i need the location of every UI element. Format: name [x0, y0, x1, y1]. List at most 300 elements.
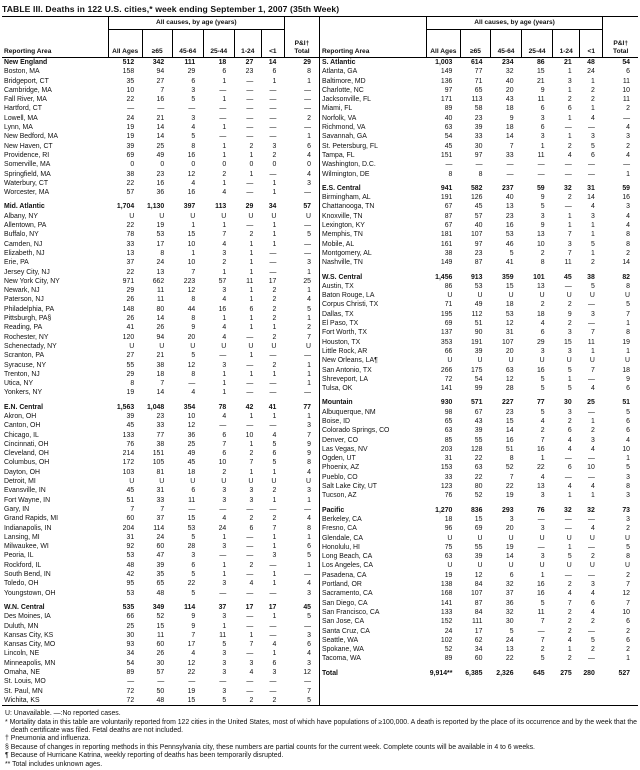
value-cell: — [269, 249, 277, 257]
table-row [320, 506, 638, 515]
value-cell: — [564, 282, 572, 290]
table-row [320, 282, 638, 291]
value-cell: 3 [540, 212, 545, 220]
table-row [2, 221, 320, 230]
value-cell: 76 [444, 492, 453, 500]
reporting-area-cell: Spokane, WA [322, 646, 364, 654]
value-cell: 14 [156, 133, 165, 141]
value-cell: 1 [567, 492, 572, 500]
group-header: All causes, by age (years) [108, 17, 284, 30]
value-cell: 53 [126, 589, 135, 597]
value-cell: 8 [448, 170, 453, 178]
value-cell: 1 [249, 631, 254, 639]
table-row [2, 589, 320, 598]
value-cell: 6 [509, 571, 514, 579]
value-cell: 1 [249, 259, 254, 267]
table-row [320, 589, 638, 598]
value-cell: 4 [626, 151, 630, 159]
value-cell: 18 [505, 105, 514, 113]
table-row [320, 627, 638, 636]
value-cell: 19 [126, 133, 135, 141]
reporting-area-cell: Grand Rapids, MI [4, 515, 58, 523]
value-cell: 39 [474, 347, 483, 355]
reporting-area-cell: Cambridge, MA [4, 86, 52, 94]
value-cell: 69 [444, 320, 453, 328]
value-cell: 645 [533, 669, 545, 677]
table-row [2, 240, 320, 249]
value-cell: U [539, 562, 545, 570]
value-cell: — [587, 124, 595, 132]
value-cell: 7 [307, 333, 311, 341]
value-cell: 84 [474, 581, 483, 589]
reporting-area-cell: Toledo, OH [4, 580, 39, 588]
reporting-area-cell: Rochester, NY [4, 333, 49, 341]
reporting-area-cell: Corpus Christi, TX [322, 301, 379, 309]
table-row [320, 408, 638, 417]
value-cell: 6 [222, 431, 227, 439]
table-row [2, 542, 320, 551]
value-cell: 10 [187, 240, 196, 248]
value-cell: 90 [474, 329, 483, 337]
table-row [320, 515, 638, 524]
value-cell: 12 [187, 659, 196, 667]
value-cell: 2 [626, 142, 630, 150]
value-cell: 10 [622, 445, 630, 453]
value-cell: 2 [567, 194, 572, 202]
value-cell: 9 [540, 194, 545, 202]
value-cell: 1 [249, 151, 254, 159]
value-cell: 2 [591, 553, 595, 561]
value-cell: 52 [444, 646, 453, 654]
value-cell: U [566, 357, 572, 365]
value-cell: 37 [218, 603, 227, 611]
value-cell: 21 [156, 114, 165, 122]
value-cell: 4 [540, 417, 545, 425]
value-cell: U [129, 342, 135, 350]
value-cell: 2 [222, 170, 227, 178]
value-cell: 18 [444, 515, 453, 523]
value-cell: 1 [567, 86, 572, 94]
value-cell: 5 [272, 459, 277, 467]
value-cell: 7 [307, 687, 311, 695]
value-cell: 3 [591, 310, 595, 318]
value-cell: 26 [156, 650, 165, 658]
value-cell: 5 [591, 282, 595, 290]
value-cell: 37 [156, 515, 165, 523]
reporting-area-cell: Atlanta, GA [322, 68, 358, 76]
table-row [2, 431, 320, 440]
value-cell: — [127, 105, 135, 113]
value-cell: 3 [567, 240, 572, 248]
value-cell: 3 [509, 515, 514, 523]
value-cell: 6 [307, 641, 311, 649]
value-cell: 15 [187, 696, 196, 704]
value-cell: 535 [122, 603, 135, 611]
reporting-area-cell: Birmingham, AL [322, 194, 371, 202]
value-cell: 6 [540, 105, 545, 113]
table-row [320, 384, 638, 393]
value-cell: 29 [187, 68, 196, 76]
value-cell: 2 [540, 427, 545, 435]
value-cell: U [589, 562, 595, 570]
value-cell: 20 [505, 347, 514, 355]
table-row [320, 95, 638, 104]
value-cell: 266 [440, 366, 453, 374]
value-cell: 57 [474, 212, 483, 220]
value-cell: 2 [272, 287, 277, 295]
reporting-area-cell: Erie, PA [4, 259, 29, 267]
value-cell: 13 [126, 249, 135, 257]
value-cell: 6 [540, 329, 545, 337]
value-cell: — [246, 678, 254, 686]
value-cell: 63 [505, 366, 514, 374]
value-cell: — [587, 627, 595, 635]
value-cell: 19 [126, 389, 135, 397]
table-row [320, 356, 638, 365]
value-cell: 48 [156, 589, 165, 597]
value-cell: 16 [622, 194, 630, 202]
value-cell: — [269, 124, 277, 132]
value-cell: 1 [222, 96, 227, 104]
reporting-area-cell: Tucson, AZ [322, 492, 357, 500]
value-cell: 4 [567, 590, 572, 598]
value-cell: 149 [440, 259, 453, 267]
value-cell: 4 [249, 580, 254, 588]
table-row [320, 445, 638, 454]
value-cell: 1 [567, 212, 572, 220]
table-row [320, 482, 638, 491]
value-cell: 6 [249, 524, 254, 532]
value-cell: 16 [505, 222, 514, 230]
value-cell: 1,048 [146, 403, 165, 411]
footnote: U: Unavailable. —:No reported cases. [5, 710, 121, 718]
value-cell: 4 [222, 189, 227, 197]
value-cell: 3 [249, 659, 254, 667]
reporting-area-cell: Camden, NJ [4, 240, 43, 248]
value-cell: 105 [152, 459, 165, 467]
table-row [2, 95, 320, 104]
reporting-area-cell: Tacoma, WA [322, 655, 361, 663]
value-cell: 2 [249, 142, 254, 150]
value-cell: 1 [222, 77, 227, 85]
value-cell: 1 [222, 268, 227, 276]
value-cell: — [623, 114, 630, 122]
value-cell: 4 [591, 385, 595, 393]
value-cell: 75 [444, 543, 453, 551]
value-cell: 14 [587, 194, 595, 202]
reporting-area-cell: Indianapolis, IN [4, 524, 52, 532]
table-row [320, 221, 638, 230]
value-cell: 22 [505, 483, 514, 491]
reporting-area-cell: Pacific [322, 506, 345, 514]
reporting-area-cell: Albuquerque, NM [322, 408, 376, 416]
value-cell: 1 [249, 315, 254, 323]
table-row [2, 622, 320, 631]
value-cell: 1 [567, 68, 572, 76]
value-cell: 9,914** [429, 669, 453, 677]
value-cell: 14 [505, 133, 514, 141]
value-cell: — [188, 105, 196, 113]
value-cell: — [246, 133, 254, 141]
value-cell: — [304, 86, 311, 94]
value-cell: 3 [540, 133, 545, 141]
reporting-area-cell: Columbus, OH [4, 459, 50, 467]
value-cell: — [246, 687, 254, 695]
value-cell: U [221, 342, 227, 350]
reporting-area-cell: Tulsa, OK [322, 385, 353, 393]
value-cell: U [477, 292, 483, 300]
column-header-1-24: 1-24 [553, 30, 580, 58]
value-cell: 21 [156, 352, 165, 360]
reporting-area-cell: Knoxville, TN [322, 212, 363, 220]
value-cell: 4 [567, 483, 572, 491]
value-cell: 1 [249, 468, 254, 476]
value-cell: 3 [626, 492, 630, 500]
value-cell: 2 [272, 696, 277, 704]
value-cell: — [246, 222, 254, 230]
value-cell: — [587, 571, 595, 579]
value-cell: 1 [307, 412, 311, 420]
value-cell: 2 [272, 315, 277, 323]
value-cell: 41 [126, 324, 135, 332]
reporting-area-cell: Nashville, TN [322, 259, 363, 267]
reporting-area-cell: Kansas City, KS [4, 631, 54, 639]
value-cell: 96 [444, 525, 453, 533]
value-cell: 2 [626, 627, 630, 635]
value-cell: 39 [156, 561, 165, 569]
value-cell: 62 [474, 636, 483, 644]
table-row [320, 300, 638, 309]
value-cell: — [269, 380, 277, 388]
reporting-area-cell: Dayton, OH [4, 468, 40, 476]
left-table-body [2, 58, 320, 706]
value-cell: 12 [187, 170, 196, 178]
value-cell: 0 [307, 161, 311, 169]
table-row [320, 77, 638, 86]
value-cell: — [246, 77, 254, 85]
value-cell: 40 [474, 222, 483, 230]
reporting-area-cell: St. Paul, MN [4, 687, 43, 695]
value-cell: 45 [474, 203, 483, 211]
value-cell: U [477, 357, 483, 365]
value-cell: — [564, 170, 572, 178]
value-cell: 12 [187, 422, 196, 430]
value-cell: 59 [622, 184, 630, 192]
value-cell: 23 [156, 412, 165, 420]
value-cell: 9 [626, 375, 630, 383]
value-cell: 50 [156, 687, 165, 695]
value-cell: 2 [272, 361, 277, 369]
table-row [2, 202, 320, 211]
value-cell: 3 [222, 650, 227, 658]
reporting-area-cell: Lincoln, NE [4, 650, 40, 658]
value-cell: 4 [591, 525, 595, 533]
value-cell: 43 [505, 96, 514, 104]
reporting-area-cell: Elizabeth, NJ [4, 249, 45, 257]
value-cell: 12 [505, 375, 514, 383]
value-cell: 1 [567, 133, 572, 141]
value-cell: — [304, 678, 311, 686]
value-cell: 9 [567, 310, 572, 318]
value-cell: 5 [540, 203, 545, 211]
value-cell: 8 [191, 315, 196, 323]
value-cell: 1 [272, 412, 277, 420]
table-row [2, 179, 320, 188]
value-cell: 359 [502, 273, 514, 281]
value-cell: 4 [540, 320, 545, 328]
table-row [320, 142, 638, 151]
value-cell: 1 [272, 468, 277, 476]
value-cell: 3 [540, 553, 545, 561]
value-cell: 2 [591, 646, 595, 654]
value-cell: 22 [187, 669, 196, 676]
value-cell: 65 [444, 417, 453, 425]
value-cell: — [587, 375, 595, 383]
value-cell: U [306, 212, 311, 220]
value-cell: — [219, 552, 227, 560]
value-cell: 6 [567, 427, 572, 435]
value-cell: 95 [126, 580, 135, 588]
reporting-area-cell: Schenectady, NY [4, 342, 57, 350]
value-cell: 662 [152, 277, 165, 285]
value-cell: 1 [222, 370, 227, 378]
value-cell: 38 [126, 170, 135, 178]
value-cell: 15 [187, 515, 196, 523]
reporting-area-cell: Fall River, MA [4, 96, 47, 104]
value-cell: — [127, 678, 135, 686]
value-cell: U [447, 562, 453, 570]
value-cell: 1 [272, 179, 277, 187]
value-cell: 1 [272, 222, 277, 230]
value-cell: 1 [626, 347, 630, 355]
reporting-area-cell: Norfolk, VA [322, 114, 357, 122]
value-cell: 5 [509, 627, 514, 635]
value-cell: 836 [470, 506, 483, 514]
value-cell: 72 [126, 687, 135, 695]
value-cell: — [587, 161, 595, 169]
table-row [320, 375, 638, 384]
value-cell: 7 [160, 86, 165, 94]
reporting-area-cell: Little Rock, AR [322, 347, 368, 355]
value-cell: U [566, 292, 572, 300]
value-cell: 33 [156, 422, 165, 430]
value-cell: 3 [591, 581, 595, 589]
value-cell: 25 [156, 142, 165, 150]
value-cell: 2 [591, 427, 595, 435]
value-cell: 9 [191, 622, 196, 630]
value-cell: U [248, 478, 254, 486]
value-cell: 7 [272, 524, 277, 532]
value-cell: 10 [126, 86, 135, 94]
value-cell: — [269, 687, 277, 695]
value-cell: 2 [249, 231, 254, 239]
table-title: TABLE III. Deaths in 122 U.S. cities,* week ending September 1, 2007 (35th Week) [2, 4, 340, 14]
value-cell: — [564, 161, 572, 169]
table-row [2, 668, 320, 677]
value-cell: 66 [444, 347, 453, 355]
value-cell: 76 [536, 506, 545, 514]
value-cell: 1 [249, 287, 254, 295]
value-cell: 25 [126, 622, 135, 630]
value-cell: 22 [126, 179, 135, 187]
value-cell: 2 [626, 646, 630, 654]
value-cell: 7 [567, 599, 572, 607]
value-cell: 34 [268, 203, 277, 211]
value-cell: 5 [191, 533, 196, 541]
reporting-area-cell: Los Angeles, CA [322, 562, 373, 570]
table-row [2, 561, 320, 570]
value-cell: 10 [187, 259, 196, 267]
table-row [2, 370, 320, 379]
value-cell: 6 [626, 385, 630, 393]
value-cell: 60 [126, 515, 135, 523]
reporting-area-cell: Duluth, MN [4, 622, 39, 630]
value-cell: — [246, 86, 254, 94]
value-cell: — [246, 389, 254, 397]
value-cell: 30 [126, 631, 135, 639]
value-cell: 55 [474, 436, 483, 444]
value-cell: 14 [505, 427, 514, 435]
reporting-area-cell: Hartford, CT [4, 105, 42, 113]
value-cell: 1,563 [116, 403, 135, 411]
table-row [2, 551, 320, 560]
value-cell: — [246, 105, 254, 113]
value-cell: 1 [249, 324, 254, 332]
value-cell: 72 [126, 696, 135, 704]
reporting-area-cell: Springfield, MA [4, 170, 51, 178]
blank-cell [603, 17, 638, 30]
blank-cell [2, 17, 108, 30]
value-cell: 6 [591, 151, 595, 159]
value-cell: 1 [272, 543, 277, 551]
table-row [2, 505, 320, 514]
value-cell: 0 [272, 161, 277, 169]
group-header: All causes, by age (years) [426, 17, 603, 30]
value-cell: 52 [505, 464, 514, 472]
value-cell: 6 [626, 636, 630, 644]
value-cell: 2 [222, 259, 227, 267]
value-cell: 3 [540, 492, 545, 500]
value-cell: — [269, 105, 277, 113]
value-cell: 113 [215, 203, 227, 211]
value-cell: 29 [245, 203, 254, 211]
value-cell: — [188, 505, 196, 513]
value-cell: 36 [505, 599, 514, 607]
value-cell: 39 [126, 142, 135, 150]
value-cell: U [508, 562, 514, 570]
value-cell: 1 [626, 170, 630, 178]
value-cell: — [269, 622, 277, 630]
reporting-area-cell: Providence, RI [4, 151, 50, 159]
value-cell: 4 [626, 212, 630, 220]
value-cell: 0 [249, 161, 254, 169]
value-cell: 77 [303, 403, 311, 411]
value-cell: — [157, 678, 165, 686]
value-cell: 13 [505, 646, 514, 654]
reporting-area-cell: Wichita, KS [4, 696, 40, 704]
value-cell: 6 [567, 464, 572, 472]
value-cell: 3 [222, 580, 227, 588]
value-cell: 92 [126, 543, 135, 551]
value-cell: — [269, 631, 277, 639]
value-cell: 53 [505, 231, 514, 239]
value-cell: — [219, 114, 227, 122]
value-cell: — [445, 161, 453, 169]
value-cell: 10 [245, 431, 254, 439]
value-cell: 38 [587, 273, 595, 281]
value-cell: 80 [156, 305, 165, 313]
right-table-body [320, 58, 638, 679]
